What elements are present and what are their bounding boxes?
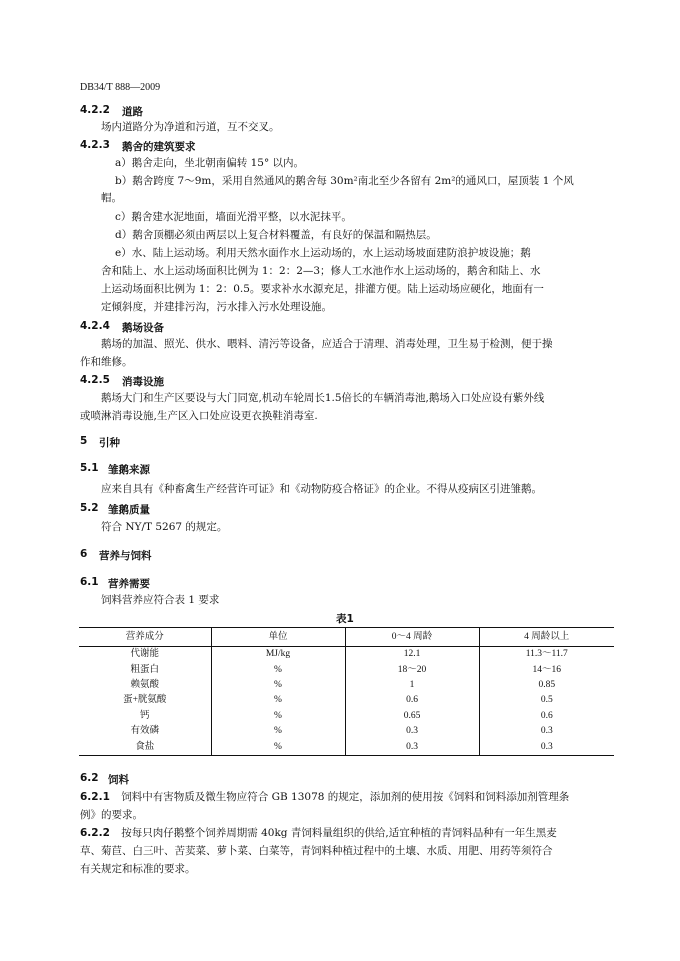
table-cell: 0.3 (479, 739, 614, 755)
section-title: 消毒设施 (122, 376, 164, 388)
section-title: 雏鹅质量 (108, 504, 150, 516)
nutrition-table (79, 627, 614, 756)
paragraph-line: 应来自具有《种畜禽生产经营许可证》和《动物防疫合格证》的企业。不得从疫病区引进雏鹅。 (101, 483, 542, 495)
section-title: 雏鹅来源 (108, 464, 150, 476)
paragraph-line: 作和维修。 (80, 356, 133, 368)
header-cell: 营养成分 (125, 631, 164, 642)
table-cell: 1 (345, 678, 479, 693)
table-row (79, 662, 614, 677)
paragraph-line: 鹅场的加温、照光、供水、喂料、清污等设备，应适合于清理、消毒处理，卫生易于检测，便于操 (101, 338, 553, 350)
table-cell: % (211, 662, 345, 677)
section-number: 6.2 (80, 772, 99, 784)
table-cell: 12.1 (345, 647, 479, 663)
table-row (79, 724, 614, 739)
table-cell: 14～16 (479, 662, 614, 677)
table-cell: 0.3 (345, 739, 479, 755)
table-cell: % (211, 693, 345, 708)
table-cell: 0.3 (345, 724, 479, 739)
table-cell: 赖氨酸 (130, 679, 159, 690)
chapter-number: 5 (80, 435, 88, 447)
section-number: 4.2.4 (80, 320, 110, 332)
table-cell: 11.3～11.7 (479, 647, 614, 663)
table-cell: 18～20 (345, 662, 479, 677)
table-cell: 0.6 (345, 693, 479, 708)
table-row (79, 709, 614, 724)
paragraph-line: 符合 NY/T 5267 的规定。 (101, 521, 228, 533)
list-item-b: b）鹅舍跨度 7～9m，采用自然通风的鹅舍每 30m²南北至少各留有 2m²的通风口，屋顶装 1 个风 (115, 175, 574, 187)
header-cell: 0～4 周龄 (345, 628, 479, 647)
header-cell: 单位 (211, 628, 345, 647)
paragraph-line: 按每只肉仔鹅整个饲养周期需 40kg 青饲料量组织的供给,适宜种植的青饲料品种有一年生黑麦 (121, 827, 557, 839)
table-cell: % (211, 724, 345, 739)
paragraph-line: 鹅场大门和生产区要设与大门同宽,机动车轮周长1.5倍长的车辆消毒池,鹅场入口处应设有紫外线 (101, 392, 545, 404)
section-number: 5.2 (80, 502, 99, 514)
list-item-b-cont: 帽。 (101, 192, 122, 204)
table-cell: % (211, 709, 345, 724)
paragraph-line: 草、菊苣、白三叶、苦荬菜、萝卜菜、白菜等，青饲料种植过程中的土壤、水质、用肥、用药等须符合 (80, 845, 553, 857)
section-number: 4.2.2 (80, 104, 110, 116)
section-title: 营养需要 (108, 578, 150, 590)
table-cell: 粗蛋白 (130, 664, 159, 675)
paragraph-line: 例》的要求。 (80, 809, 143, 821)
table-cell: 0.85 (479, 678, 614, 693)
section-title: 鹅舍的建筑要求 (122, 141, 196, 153)
table-cell: 钙 (139, 710, 150, 721)
chapter-number: 6 (80, 548, 88, 560)
table-cell: % (211, 739, 345, 755)
paragraph-line: 有关规定和标准的要求。 (80, 863, 196, 875)
section-title: 饲料 (108, 774, 129, 786)
paragraph-6-2-2 (80, 827, 557, 840)
section-title: 道路 (122, 106, 143, 118)
chapter-title: 营养与饲料 (99, 550, 152, 562)
list-item-c: c）鹅舍建水泥地面，墙面光滑平整，以水泥抹平。 (115, 211, 352, 223)
table-cell: 有效磷 (130, 726, 159, 737)
section-number: 4.2.3 (80, 139, 110, 151)
table-cell: 0.65 (345, 709, 479, 724)
paragraph-6-2-1 (80, 791, 569, 804)
table-cell: % (211, 678, 345, 693)
table-cell: 0.5 (479, 693, 614, 708)
paragraph-line: 场内道路分为净道和污道，互不交叉。 (101, 121, 280, 133)
list-item-a: a）鹅舍走向，坐北朝南偏转 15° 以内。 (115, 157, 305, 169)
paragraph-line: 饲料中有害物质及微生物应符合 GB 13078 的规定，添加剂的使用按《饲料和饲料添加剂管理条 (121, 791, 570, 803)
table-cell: 0.3 (479, 724, 614, 739)
section-number: 6.2.2 (80, 827, 110, 839)
table-row (79, 693, 614, 708)
list-item-e-cont: 上运动场面积比例为 1：2：0.5。要求补水水源充足，排灌方便。陆上运动场应硬化，地面有一 (101, 283, 544, 295)
table-row (79, 678, 614, 693)
table-cell: MJ/kg (211, 647, 345, 663)
table-cell: 食盐 (135, 741, 155, 752)
table-cell: 蛋+胱氨酸 (123, 695, 167, 706)
table-header-row (79, 628, 614, 647)
table-caption: 表1 (336, 613, 354, 625)
section-number: 6.2.1 (80, 791, 110, 803)
chapter-title: 引种 (99, 437, 120, 449)
section-number: 4.2.5 (80, 374, 110, 386)
paragraph-line: 或喷淋消毒设施,生产区入口处应设更衣换鞋消毒室. (80, 410, 318, 422)
section-number: 6.1 (80, 576, 99, 588)
table-row (79, 647, 614, 663)
table-cell: 0.6 (479, 709, 614, 724)
paragraph-line: 饲料营养应符合表 1 要求 (101, 594, 220, 606)
section-number: 5.1 (80, 462, 99, 474)
list-item-e: e）水、陆上运动场。利用天然水面作水上运动场的，水上运动场坡面建防浪护坡设施；鹅 (115, 247, 531, 259)
table-row (79, 739, 614, 755)
document-code: DB34/T 888—2009 (80, 82, 161, 93)
header-cell: 4 周龄以上 (479, 628, 614, 647)
list-item-e-cont: 定倾斜度，并建排污沟，污水排入污水处理设施。 (101, 301, 332, 313)
section-title: 鹅场设备 (122, 322, 164, 334)
list-item-e-cont: 舍和陆上、水上运动场面积比例为 1：2：2—3；修人工水池作水上运动场的，鹅舍和陆上、水 (101, 265, 541, 277)
list-item-d: d）鹅舍顶棚必须由两层以上复合材料覆盖，有良好的保温和隔热层。 (115, 229, 437, 241)
table-cell: 代谢能 (130, 649, 159, 660)
